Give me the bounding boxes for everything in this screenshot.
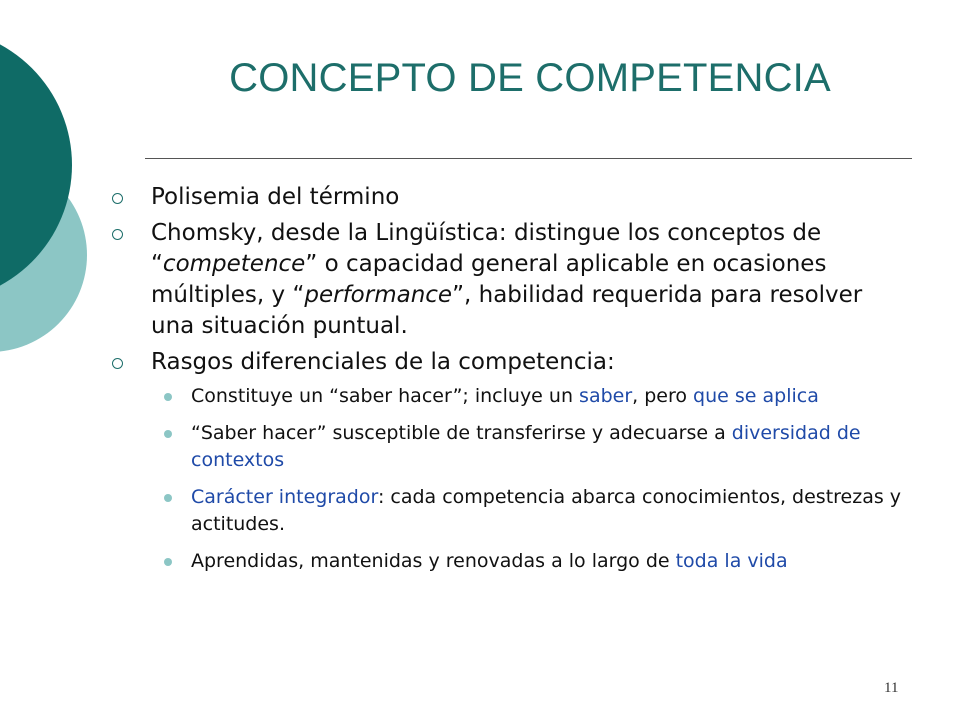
dot-bullet-icon [164,430,172,438]
sub-bullet-text: “Saber hacer” susceptible de transferirse y adecuarse a [191,422,732,444]
bullet-text: Rasgos diferenciales de la competencia: [151,349,615,375]
sub-bullet-item [108,383,908,410]
sub-bullet-text: , pero [632,385,694,407]
term-performance: performance [304,282,453,308]
highlight-text: Carácter integrador [191,486,378,508]
bullet-item [108,347,908,378]
highlight-text: saber [579,385,633,407]
highlight-text: que se aplica [693,385,819,407]
dot-bullet-icon [164,393,172,401]
bullet-text: ” o capacidad general aplicable en ocasiones múltiples, y “ [151,251,827,308]
decorative-circles [0,0,110,400]
slide-number: 11 [884,680,899,696]
highlight-text: toda la vida [675,550,788,572]
sub-bullet-item [108,484,908,538]
sub-bullet-item [108,420,908,474]
bullet-text: Chomsky, desde la Lingüística: distingue los conceptos de “ [151,220,822,277]
sub-bullet-text: Aprendidas, mantenidas y renovadas a lo largo de [191,550,676,572]
dot-bullet-icon [164,494,172,502]
bullet-text: Polisemia del término [151,184,400,210]
hollow-circle-bullet-icon [112,229,123,240]
title-divider [145,158,912,159]
sub-bullet-text: Constituye un “saber hacer”; incluye un [191,385,580,407]
bullet-item [108,218,908,342]
slide-title: CONCEPTO DE COMPETENCIA [229,56,831,100]
sub-bullet-list [108,383,908,575]
sub-bullet-text: : cada competencia abarca conocimientos, destrezas y actitudes. [191,486,902,535]
hollow-circle-bullet-icon [112,358,123,369]
hollow-circle-bullet-icon [112,193,123,204]
dot-bullet-icon [164,558,172,566]
bullet-text: ”, habilidad requerida para resolver una situación puntual. [151,282,863,339]
highlight-text: diversidad de contextos [191,422,861,471]
term-competence: competence [162,251,306,277]
bullet-item [108,182,908,213]
sub-bullet-item [108,548,908,575]
slide-content [108,182,908,585]
